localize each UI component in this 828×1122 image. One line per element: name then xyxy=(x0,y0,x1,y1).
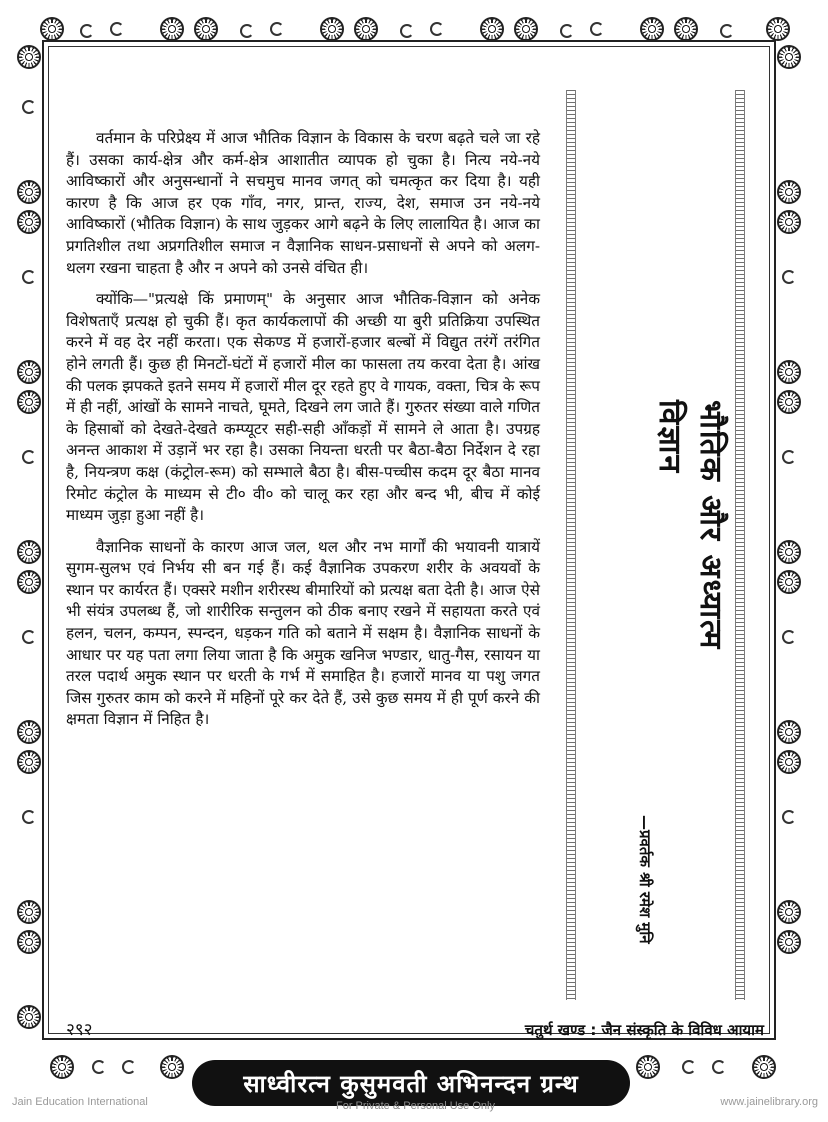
rosette-icon xyxy=(752,1055,776,1079)
rosette-icon xyxy=(777,750,801,774)
scroll-icon xyxy=(782,630,796,644)
rosette-icon xyxy=(17,360,41,384)
rosette-icon xyxy=(17,540,41,564)
rosette-icon xyxy=(777,540,801,564)
scroll-icon xyxy=(782,810,796,824)
rosette-icon xyxy=(160,1055,184,1079)
scroll-icon xyxy=(122,1060,136,1074)
scroll-icon xyxy=(590,22,604,36)
rosette-icon xyxy=(160,17,184,41)
rosette-icon xyxy=(777,360,801,384)
scroll-icon xyxy=(270,22,284,36)
scroll-icon xyxy=(22,810,36,824)
ornament-right xyxy=(772,30,806,1040)
ornament-bottom-left xyxy=(12,1050,188,1084)
rosette-icon xyxy=(17,1005,41,1029)
scroll-icon xyxy=(720,24,734,38)
rosette-icon xyxy=(777,930,801,954)
article-title-text: भौतिक और अध्यात्म विज्ञान xyxy=(652,400,728,651)
scroll-icon xyxy=(110,22,124,36)
rosette-icon xyxy=(17,570,41,594)
scroll-icon xyxy=(560,24,574,38)
rosette-icon xyxy=(777,900,801,924)
article-body xyxy=(66,128,540,741)
rosette-icon xyxy=(320,17,344,41)
watermark-center: For Private & Personal Use Only xyxy=(336,1100,495,1112)
scroll-icon xyxy=(92,1060,106,1074)
scroll-icon xyxy=(782,450,796,464)
section-title: चतुर्थ खण्ड : जैन संस्कृति के विविध आयाम xyxy=(524,1021,764,1039)
rosette-icon xyxy=(777,210,801,234)
scroll-icon xyxy=(430,22,444,36)
scroll-icon xyxy=(22,450,36,464)
paragraph: क्योंकि—"प्रत्यक्षे किं प्रमाणम्" के अनुसार आज भौतिक-विज्ञान को अनेक विशेषताएँ प्रत्यक्ष हो चुकी हैं। कृत कार्यकलापों की अच्छी या बुरी प्रतिक्रिया उपस्थित करने में वह देर नहीं करता। एक सेकण्ड में हजारों-हजार बल्बों में विद्युत तरंगें तरंगित होने लगती हैं। कुछ ही मिनटों-घंटों में हजारों मील का फासला तय करवा देता है। आंख की पलक झपकते इतने समय में हजारों मील दूर रहते हुए वे गायक, वक्ता, चित्र के रूप में ही नहीं, आंखों के सामने नाचते, घूमते, दिखने लग जाते हैं। गुरुतर संख्या वाले गणित के हिसाबों को देखते-देखते कम्प्यूटर सही-सही आँकड़ों में सामने ले आता है। उपग्रह अनन्त आकाश में उड़ानें भर रहा है। उसका नियन्ता धरती पर बैठा-बैठा निर्देशन दे रहा है, नियन्त्रण कक्ष (कंट्रोल-रूम) को सम्भाले बैठा है। बीस-पच्चीस कदम दूर बैठा मानव रिमोट कंट्रोल के माध्यम से टी० वी० को चालू कर रहा और बन्द भी, बीच में कोई माध्यम जुड़ा हुआ नहीं है। xyxy=(66,290,540,525)
ornament-left xyxy=(12,30,46,1040)
article-title xyxy=(652,400,728,700)
rosette-icon xyxy=(50,1055,74,1079)
rosette-icon xyxy=(636,1055,660,1079)
vertical-rule-left xyxy=(566,90,576,1000)
article-author-text: —प्रवर्तक श्री रमेश मुनि xyxy=(636,815,654,944)
scroll-icon xyxy=(240,24,254,38)
scroll-icon xyxy=(22,100,36,114)
rosette-icon xyxy=(17,45,41,69)
rosette-icon xyxy=(777,45,801,69)
rosette-icon xyxy=(777,390,801,414)
vertical-rule-right xyxy=(735,90,745,1000)
rosette-icon xyxy=(480,17,504,41)
rosette-icon xyxy=(17,390,41,414)
scroll-icon xyxy=(782,270,796,284)
rosette-icon xyxy=(674,17,698,41)
rosette-icon xyxy=(194,17,218,41)
ornament-bottom-right xyxy=(632,1050,808,1084)
rosette-icon xyxy=(17,900,41,924)
rosette-icon xyxy=(777,180,801,204)
rosette-icon xyxy=(640,17,664,41)
rosette-icon xyxy=(514,17,538,41)
rosette-icon xyxy=(777,570,801,594)
watermark-left: Jain Education International xyxy=(12,1096,148,1108)
scroll-icon xyxy=(712,1060,726,1074)
scroll-icon xyxy=(22,630,36,644)
rosette-icon xyxy=(354,17,378,41)
scroll-icon xyxy=(80,24,94,38)
scroll-icon xyxy=(400,24,414,38)
watermark-right[interactable]: www.jainelibrary.org xyxy=(720,1096,818,1108)
rosette-icon xyxy=(17,210,41,234)
paragraph: वैज्ञानिक साधनों के कारण आज जल, थल और नभ मार्गों की भयावनी यात्रायें सुगम-सुलभ एवं निर्भय सी बन गई हैं। कई वैज्ञानिक उपकरण शरीर के अवयवों के स्थान पर कार्यरत हैं। एक्सरे मशीन शरीरस्थ बीमारियों को प्रत्यक्ष बता देती है। आज ऐसे भी संयंत्र उपलब्ध हैं, जो शारीरिक सन्तुलन को ठीक बनाए रखने में सहायता करते एवं हलन, चलन, कम्पन, स्पन्दन, धड़कन गति को बताने में सक्षम है। वैज्ञानिक साधनों के आधार पर यह पता लगा लिया जाता है कि अमुक खनिज भण्डार, धातु-गैस, रसायन या तरल पदार्थ अमुक स्थान पर धरती के गर्भ में समाहित है। हजारों मानव या पशु जगत जिस गुरुतर काम को करने में महिनों पूरे कर देते हैं, उसे कुछ समय में ही पूर्ण करने की क्षमता विज्ञान में निहित है। xyxy=(66,537,540,729)
page-number: २९२ xyxy=(66,1020,93,1040)
rosette-icon xyxy=(17,180,41,204)
book-title: साध्वीरत्न कुसुमवती अभिनन्दन ग्रन्थ xyxy=(243,1069,579,1098)
scroll-icon xyxy=(22,270,36,284)
article-author xyxy=(620,815,670,995)
rosette-icon xyxy=(777,720,801,744)
ornament-top xyxy=(30,12,800,46)
scroll-icon xyxy=(682,1060,696,1074)
paragraph: वर्तमान के परिप्रेक्ष्य में आज भौतिक विज्ञान के विकास के चरण बढ़ते चले जा रहे हैं। उसका कार्य-क्षेत्र और कर्म-क्षेत्र आशातीत व्यापक हो चुका है। नित्य नये-नये आविष्कारों और अनुसन्धानों ने सचमुच मानव जगत् को चमत्कृत कर दिया है। यही कारण है कि आज हर एक गाँव, नगर, प्रान्त, राज्य, देश, समाज उन नये-नये आविष्कारों (भौतिक विज्ञान) के साथ जुड़कर आगे बढ़ने के लिए लालायित है। आज का प्रगतिशील तथा अप्रगतिशील समाज न वैज्ञानिक साधन-प्रसाधनों से अपने को अलग-थलग रखना चाहता है और न अपने को उनसे वंचित ही। xyxy=(66,129,540,277)
rosette-icon xyxy=(17,720,41,744)
rosette-icon xyxy=(17,750,41,774)
rosette-icon xyxy=(17,930,41,954)
